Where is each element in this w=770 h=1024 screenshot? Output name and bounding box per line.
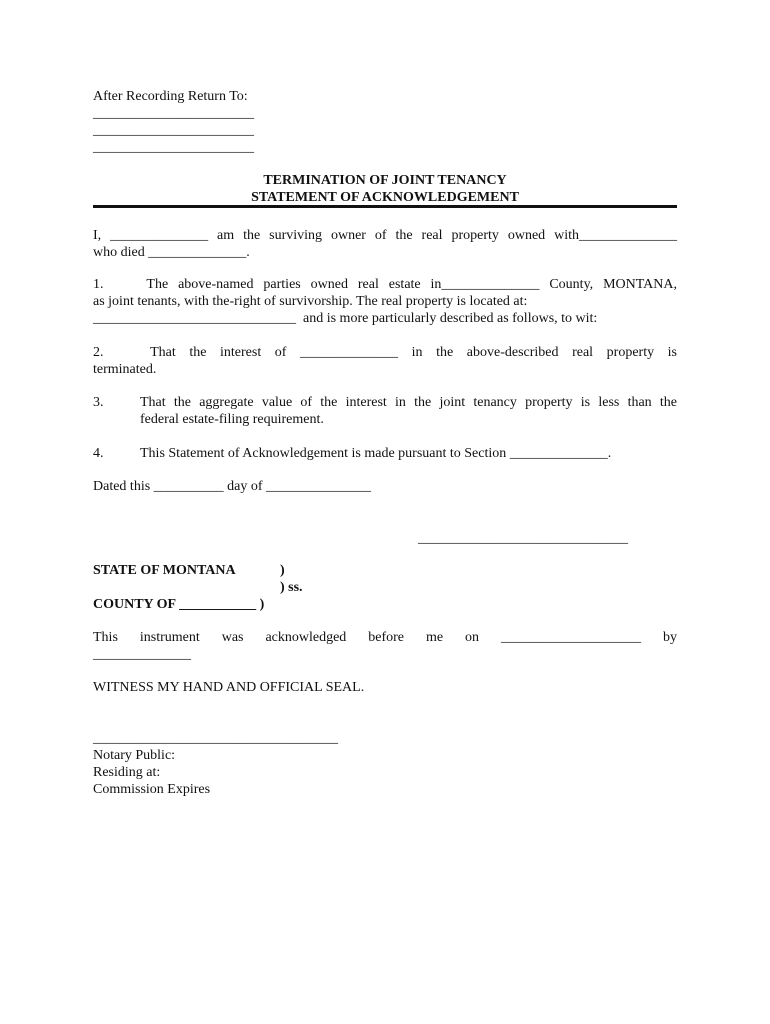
- return-to-label: After Recording Return To:: [93, 89, 248, 104]
- document-title: [93, 172, 677, 206]
- notary-signature-line: ___________________________________: [93, 731, 338, 746]
- dated-line: [93, 478, 677, 495]
- item-4-paragraph: [93, 445, 677, 462]
- venue-state: STATE OF MONTANA: [93, 563, 236, 578]
- item-2-line-2: terminated.: [93, 362, 157, 377]
- title-line-1: TERMINATION OF JOINT TENANCY: [263, 173, 507, 188]
- intro-line-2: who died ______________.: [93, 245, 250, 260]
- item-1-paragraph: [93, 276, 677, 327]
- return-to-blank-2: _______________________: [93, 123, 254, 138]
- notary-commission-label: Commission Expires: [93, 782, 211, 797]
- item-2-line-1: That the interest of ______________ in the above-described real property is: [150, 345, 678, 360]
- title-line-2: STATEMENT OF ACKNOWLEDGEMENT: [251, 190, 519, 205]
- venue-paren-1: ): [280, 563, 285, 578]
- item-3-line-1: That the aggregate value of the interest in the joint tenancy property is less than the: [140, 395, 677, 410]
- return-to-blank-1: _______________________: [93, 106, 254, 121]
- signature-line: ______________________________: [418, 531, 628, 546]
- venue-block: [93, 562, 393, 613]
- venue-county: COUNTY OF ___________ ): [93, 597, 265, 612]
- acknowledged-line-1: This instrument was acknowledged before me on ____________________ by: [93, 630, 677, 645]
- acknowledgment-paragraph: [93, 629, 677, 663]
- item-3-paragraph: [93, 394, 677, 428]
- item-4-line-1: This Statement of Acknowledgement is made pursuant to Section ______________.: [140, 446, 612, 461]
- item-4-number: 4.: [93, 446, 104, 461]
- item-3-line-2: federal estate-filing requirement.: [140, 412, 324, 427]
- item-1-line-2: as joint tenants, with the-right of survivorship. The real property is located at:: [93, 294, 528, 309]
- intro-paragraph: [93, 227, 677, 261]
- dated-text: Dated this __________ day of _______________: [93, 479, 372, 494]
- item-1-line-1: The above-named parties owned real estate in______________ County, MONTANA,: [146, 277, 678, 292]
- acknowledged-line-2: ______________: [93, 647, 191, 662]
- intro-line-1: I, ______________ am the surviving owner of the real property owned with______________: [93, 228, 677, 243]
- notary-block: [93, 730, 677, 798]
- witness-text: WITNESS MY HAND AND OFFICIAL SEAL.: [93, 680, 365, 695]
- return-to-blank-3: _______________________: [93, 140, 254, 155]
- item-2-number: 2.: [93, 345, 104, 360]
- notary-residing-label: Residing at:: [93, 765, 161, 780]
- item-2-first-line: [93, 344, 677, 361]
- item-1-line-3: _____________________________ and is more particularly described as follows, to wit:: [93, 311, 598, 326]
- item-1-number: 1.: [93, 277, 104, 292]
- title-divider: [93, 205, 677, 208]
- venue-ss: ) ss.: [280, 580, 303, 595]
- return-to-block: [93, 88, 677, 156]
- witness-line: [93, 679, 677, 696]
- signature-block: [418, 530, 628, 547]
- item-1-first-line: [93, 276, 677, 293]
- item-3-number: 3.: [93, 395, 104, 410]
- notary-public-label: Notary Public:: [93, 748, 176, 763]
- item-2-paragraph: [93, 344, 677, 378]
